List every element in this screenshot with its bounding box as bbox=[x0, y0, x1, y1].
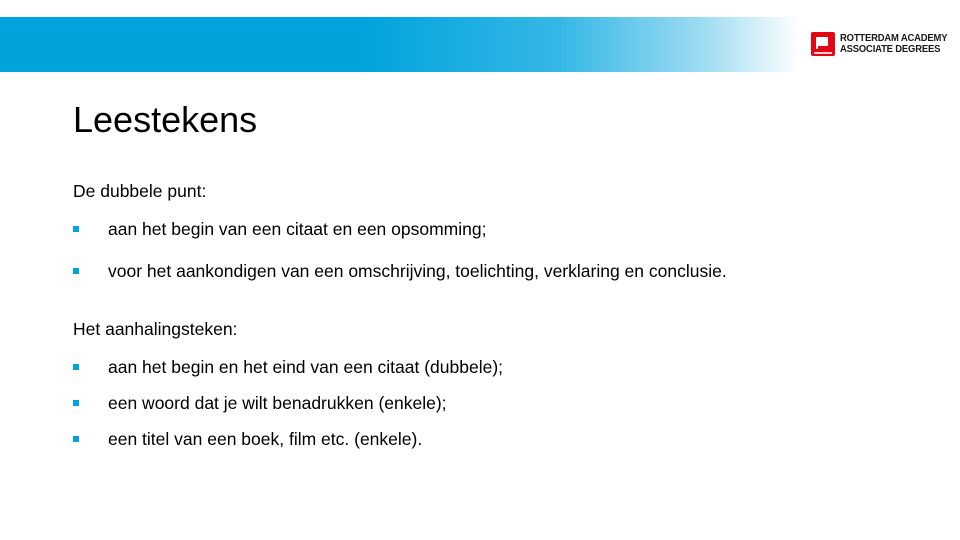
section-label-dubbele-punt: De dubbele punt: bbox=[73, 181, 207, 201]
list-item-text: voor het aankondigen van een omschrijving, toelichting, verklaring en conclusie. bbox=[108, 261, 727, 281]
slide-title: Leestekens bbox=[73, 99, 258, 140]
square-bullet-icon bbox=[73, 268, 79, 274]
list-item-text: aan het begin van een citaat en een opsomming; bbox=[108, 219, 487, 239]
logo-line-2: ASSOCIATE DEGREES bbox=[840, 43, 941, 55]
square-bullet-icon bbox=[73, 364, 79, 370]
logo-text bbox=[840, 33, 947, 55]
header-band bbox=[0, 17, 800, 72]
list-item-text: een titel van een boek, film etc. (enkele). bbox=[108, 429, 423, 449]
square-bullet-icon bbox=[73, 436, 79, 442]
rotterdam-academy-logo bbox=[811, 32, 959, 56]
square-bullet-icon bbox=[73, 226, 79, 232]
list-item-text: een woord dat je wilt benadrukken (enkele); bbox=[108, 393, 447, 413]
logo-line-1: ROTTERDAM ACADEMY bbox=[840, 32, 948, 44]
logo-flag-icon bbox=[811, 32, 835, 56]
section-label-aanhalingsteken: Het aanhalingsteken: bbox=[73, 319, 238, 339]
list-item-text: aan het begin en het eind van een citaat (dubbele); bbox=[108, 357, 504, 377]
square-bullet-icon bbox=[73, 400, 79, 406]
